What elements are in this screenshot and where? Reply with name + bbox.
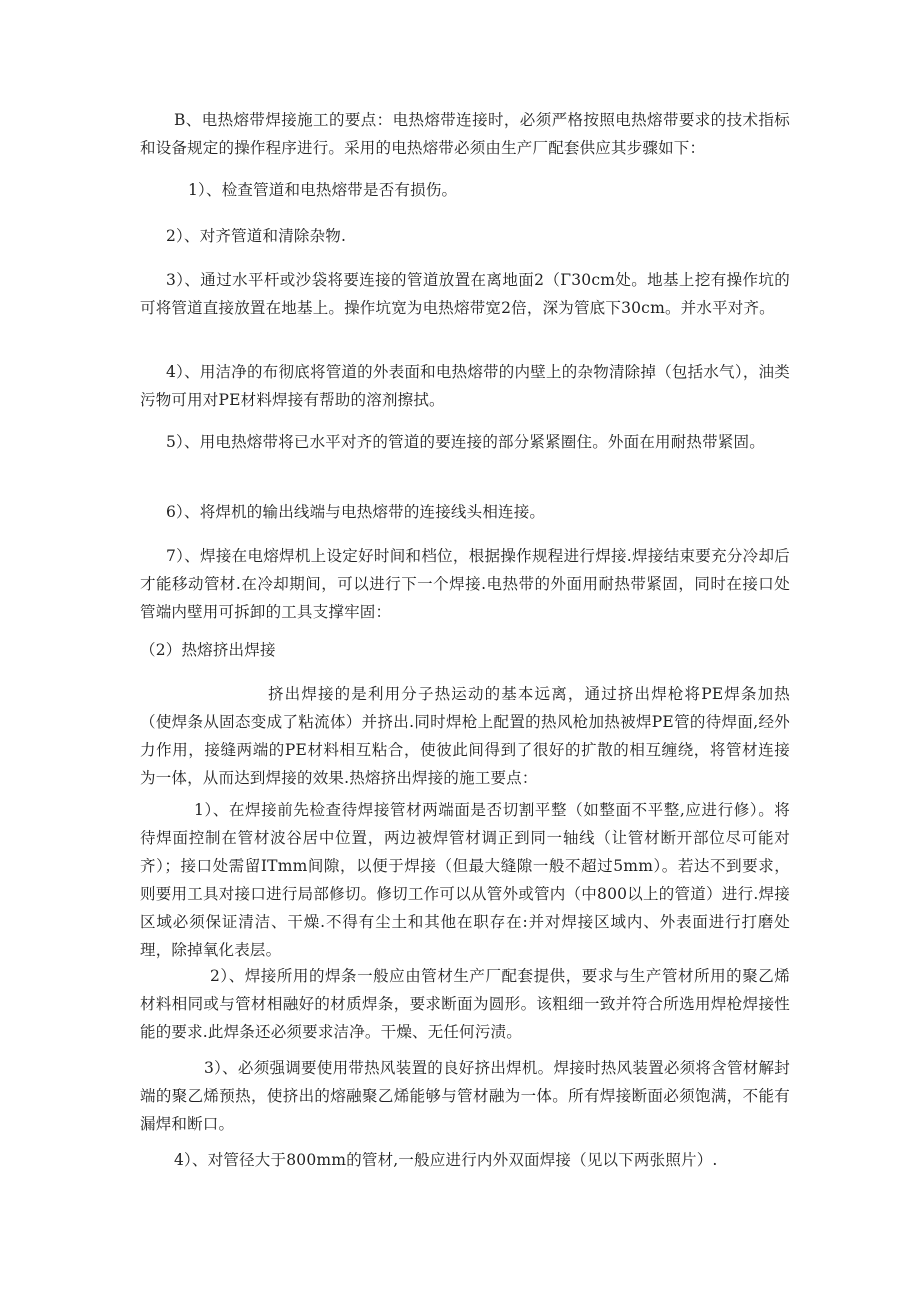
extrusion-step-4: 4）、对管径大于800mm的管材,一般应进行内外双面焊接（见以下两张照片）. bbox=[174, 1151, 718, 1169]
paragraph-extrusion-intro: 挤出焊接的是利用分子热运动的基本远离，通过挤出焊枪将PE焊条加热（使焊条从固态变成了粘流体）并挤出.同时焊枪上配置的热风枪加热被焊PE管的待焊面,经外力作用，接缝两端的PE材料相互粘合，使彼此间得到了很好的扩散的相互缠绕，将管材连接为一体，从而达到焊接的效果.热熔挤出焊接的施工要点： bbox=[140, 685, 790, 787]
step-2-align: 2）、对齐管道和清除杂物. bbox=[166, 227, 347, 245]
step-7-weld: 7）、焊接在电熔焊机上设定好时间和档位，根据操作规程进行焊接.焊接结束要充分冷却后才能移动管材.在冷却期间，可以进行下一个焊接.电热带的外面用耐热带紧固，同时在接口处管端内壁用可拆卸的工具支撑牢固： bbox=[140, 547, 790, 621]
extrusion-step-2: 2）、焊接所用的焊条一般应由管材生产厂配套提供，要求与生产管材所用的聚乙烯材料相同或与管材相融好的材质焊条，要求断面为圆形。该粗细一致并符合所选用焊枪焊接性能的要求.此焊条还必须要求洁净。干燥、无任何污渍。 bbox=[140, 967, 790, 1041]
step-6-connect: 6）、将焊机的输出线端与电热熔带的连接线头相连接。 bbox=[166, 503, 546, 521]
extrusion-step-3: 3）、必须强调要使用带热风装置的良好挤出焊机。焊接时热风装置必须将含管材解封端的聚乙烯预热，使挤出的熔融聚乙烯能够与管材融为一体。所有焊接断面必须饱满，不能有漏焊和断口。 bbox=[140, 1059, 790, 1133]
step-4-clean: 4）、用洁净的布彻底将管道的外表面和电热熔带的内壁上的杂物清除掉（包括水气），油类污物可用对PE材料焊接有帮助的溶剂擦拭。 bbox=[140, 363, 790, 409]
section-heading-extrusion-welding: （2）热熔挤出焊接 bbox=[140, 641, 276, 659]
step-3-position-pipe: 3）、通过水平杆或沙袋将要连接的管道放置在离地面2（Γ30cm处。地基上挖有操作坑的可将管道直接放置在地基上。操作坑宽为电热熔带宽2倍，深为管底下30cm。并水平对齐。 bbox=[140, 271, 790, 317]
paragraph-b-electrofusion-intro: B、电热熔带焊接施工的要点：电热熔带连接时，必须严格按照电热熔带要求的技术指标和设备规定的操作程序进行。采用的电热熔带必须由生产厂配套供应其步骤如下： bbox=[140, 111, 790, 157]
extrusion-step-1: 1）、在焊接前先检查待焊接管材两端面是否切割平整（如整面不平整,应进行修）。将待焊面控制在管材波谷居中位置，两边被焊管材调正到同一轴线（让管材断开部位尽可能对齐）；接口处需留ITmm间隙，以便于焊接（但最大缝隙一般不超过5mm）。若达不到要求，则要用工具对接口进行局部修切。修切工作可以从管外或管内（中800以上的管道）进行.焊接区域必须保证清洁、干燥.不得有尘土和其他在职存在:并对焊接区域内、外表面进行打磨处理，除掉氧化表层。 bbox=[140, 801, 790, 959]
step-5-wrap: 5）、用电热熔带将已水平对齐的管道的要连接的部分紧紧圈住。外面在用耐热带紧固。 bbox=[166, 433, 765, 451]
step-1-inspect: 1）、检查管道和电热熔带是否有损伤。 bbox=[188, 181, 458, 199]
